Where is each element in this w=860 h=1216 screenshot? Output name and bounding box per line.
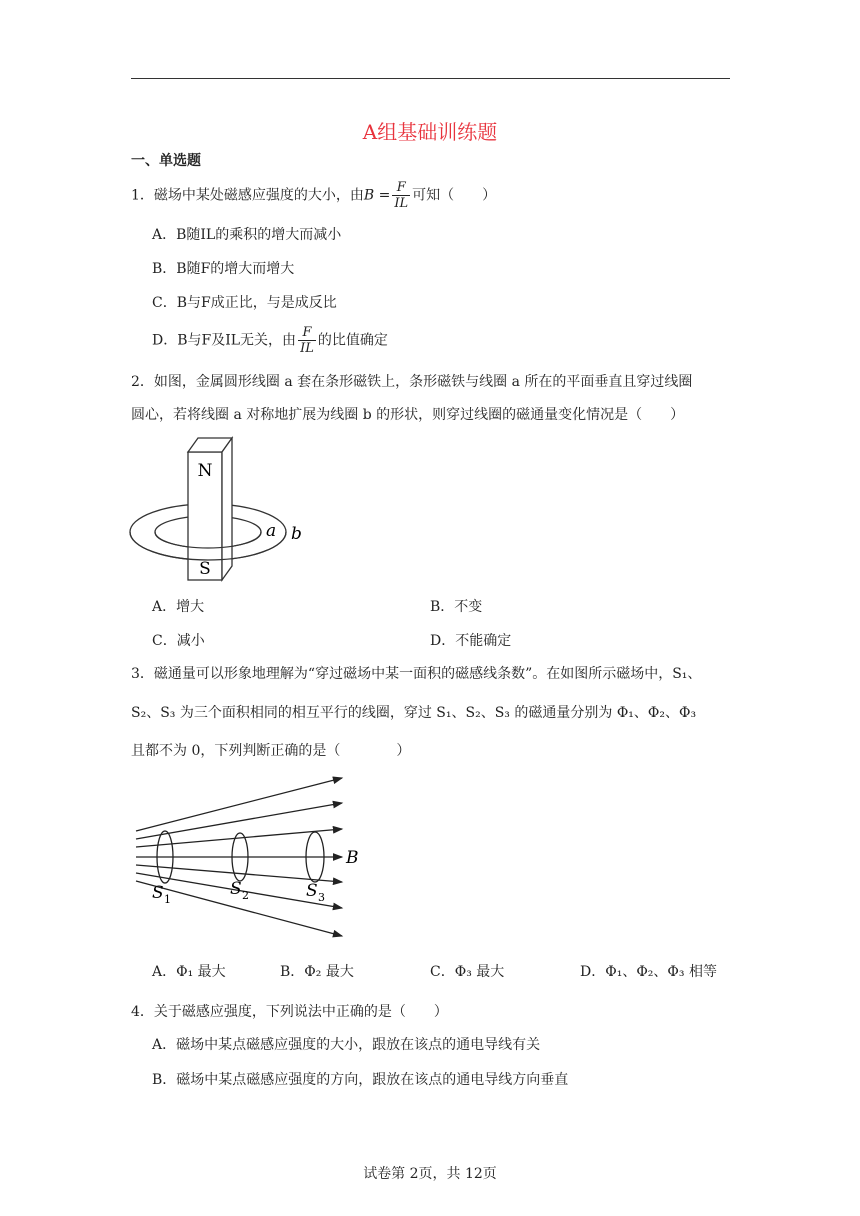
q1-opt-d-num: F — [298, 325, 316, 341]
q1-prefix: 1．磁场中某处磁感应强度的大小，由 — [131, 187, 364, 204]
q2-option-a: A．增大 — [152, 599, 205, 615]
q2-option-d: D．不能确定 — [430, 633, 512, 649]
q1-opt-d-prefix: D．B与F及IL无关，由 — [152, 332, 297, 349]
q2-option-c: C．减小 — [152, 633, 205, 649]
magnetic-field-lines — [136, 778, 342, 936]
question-4-stem: 4．关于磁感应强度，下列说法中正确的是（ ） — [131, 1004, 448, 1020]
magnet-south-label: S — [199, 559, 211, 579]
q1-frac-den: IL — [394, 196, 409, 211]
s2-label: S — [230, 879, 242, 899]
q2-option-b: B．不变 — [430, 599, 483, 615]
q1-option-a: A．B随IL的乘积的增大而减小 — [152, 227, 342, 243]
q1-frac-num: F — [392, 180, 410, 196]
q3-option-b: B．Φ₂ 最大 — [280, 964, 354, 980]
page-title: A组基础训练题 — [362, 120, 498, 144]
q1-option-d — [152, 325, 388, 356]
question-3-line-3: 且都不为 0，下列判断正确的是（ ） — [131, 743, 411, 759]
q1-opt-d-suffix: 的比值确定 — [317, 332, 388, 349]
q3-option-c: C．Φ₃ 最大 — [430, 964, 505, 980]
q1-option-c: C．B与F成正比，与是成反比 — [152, 295, 337, 311]
q1-option-b: B．B随F的增大而增大 — [152, 261, 295, 277]
q1-fraction — [392, 180, 410, 211]
q3-option-d: D．Φ₁、Φ₂、Φ₃ 相等 — [580, 964, 717, 980]
question-3-line-1: 3．磁通量可以形象地理解为“穿过磁场中某一面积的磁感线条数”。在如图所示磁场中，S₁、 — [131, 666, 702, 682]
field-lines-figure — [130, 765, 365, 945]
s2-subscript: 2 — [242, 889, 249, 902]
page-footer: 试卷第 2页，共 12页 — [363, 1166, 497, 1182]
q3-option-a: A．Φ₁ 最大 — [152, 964, 226, 980]
s3-subscript: 3 — [318, 891, 325, 904]
q1-opt-d-den: IL — [300, 341, 314, 356]
s1-label: S — [152, 883, 164, 903]
s1-subscript: 1 — [164, 893, 171, 906]
question-2-line-2: 圆心，若将线圈 a 对称地扩展为线圈 b 的形状，则穿过线圈的磁通量变化情况是（ ） — [131, 407, 685, 423]
s3-label: S — [306, 881, 318, 901]
q4-option-a: A．磁场中某点磁感应强度的大小，跟放在该点的通电导线有关 — [152, 1037, 541, 1053]
magnet-coil-figure — [125, 432, 315, 584]
question-2-line-1: 2．如图，金属圆形线圈 a 套在条形磁铁上，条形磁铁与线圈 a 所在的平面垂直且穿过线圈 — [131, 374, 693, 390]
field-b-label: B — [346, 848, 359, 868]
header-rule — [131, 78, 730, 79]
coil-b-label: b — [291, 524, 302, 544]
section-heading: 一、单选题 — [131, 153, 201, 169]
q1-opt-d-fraction — [298, 325, 316, 356]
magnet-north-label: N — [197, 461, 213, 481]
q1-formula-lhs: B = — [363, 187, 391, 204]
q4-option-b: B．磁场中某点磁感应强度的方向，跟放在该点的通电导线方向垂直 — [152, 1072, 569, 1088]
q1-suffix: 可知（ ） — [412, 187, 497, 204]
question-3-line-2: S₂、S₃ 为三个面积相同的相互平行的线圈，穿过 S₁、S₂、S₃ 的磁通量分别为 Φ₁、Φ₂、Φ₃ — [131, 705, 697, 721]
question-1-stem — [131, 180, 496, 211]
coil-a-label: a — [266, 521, 277, 541]
